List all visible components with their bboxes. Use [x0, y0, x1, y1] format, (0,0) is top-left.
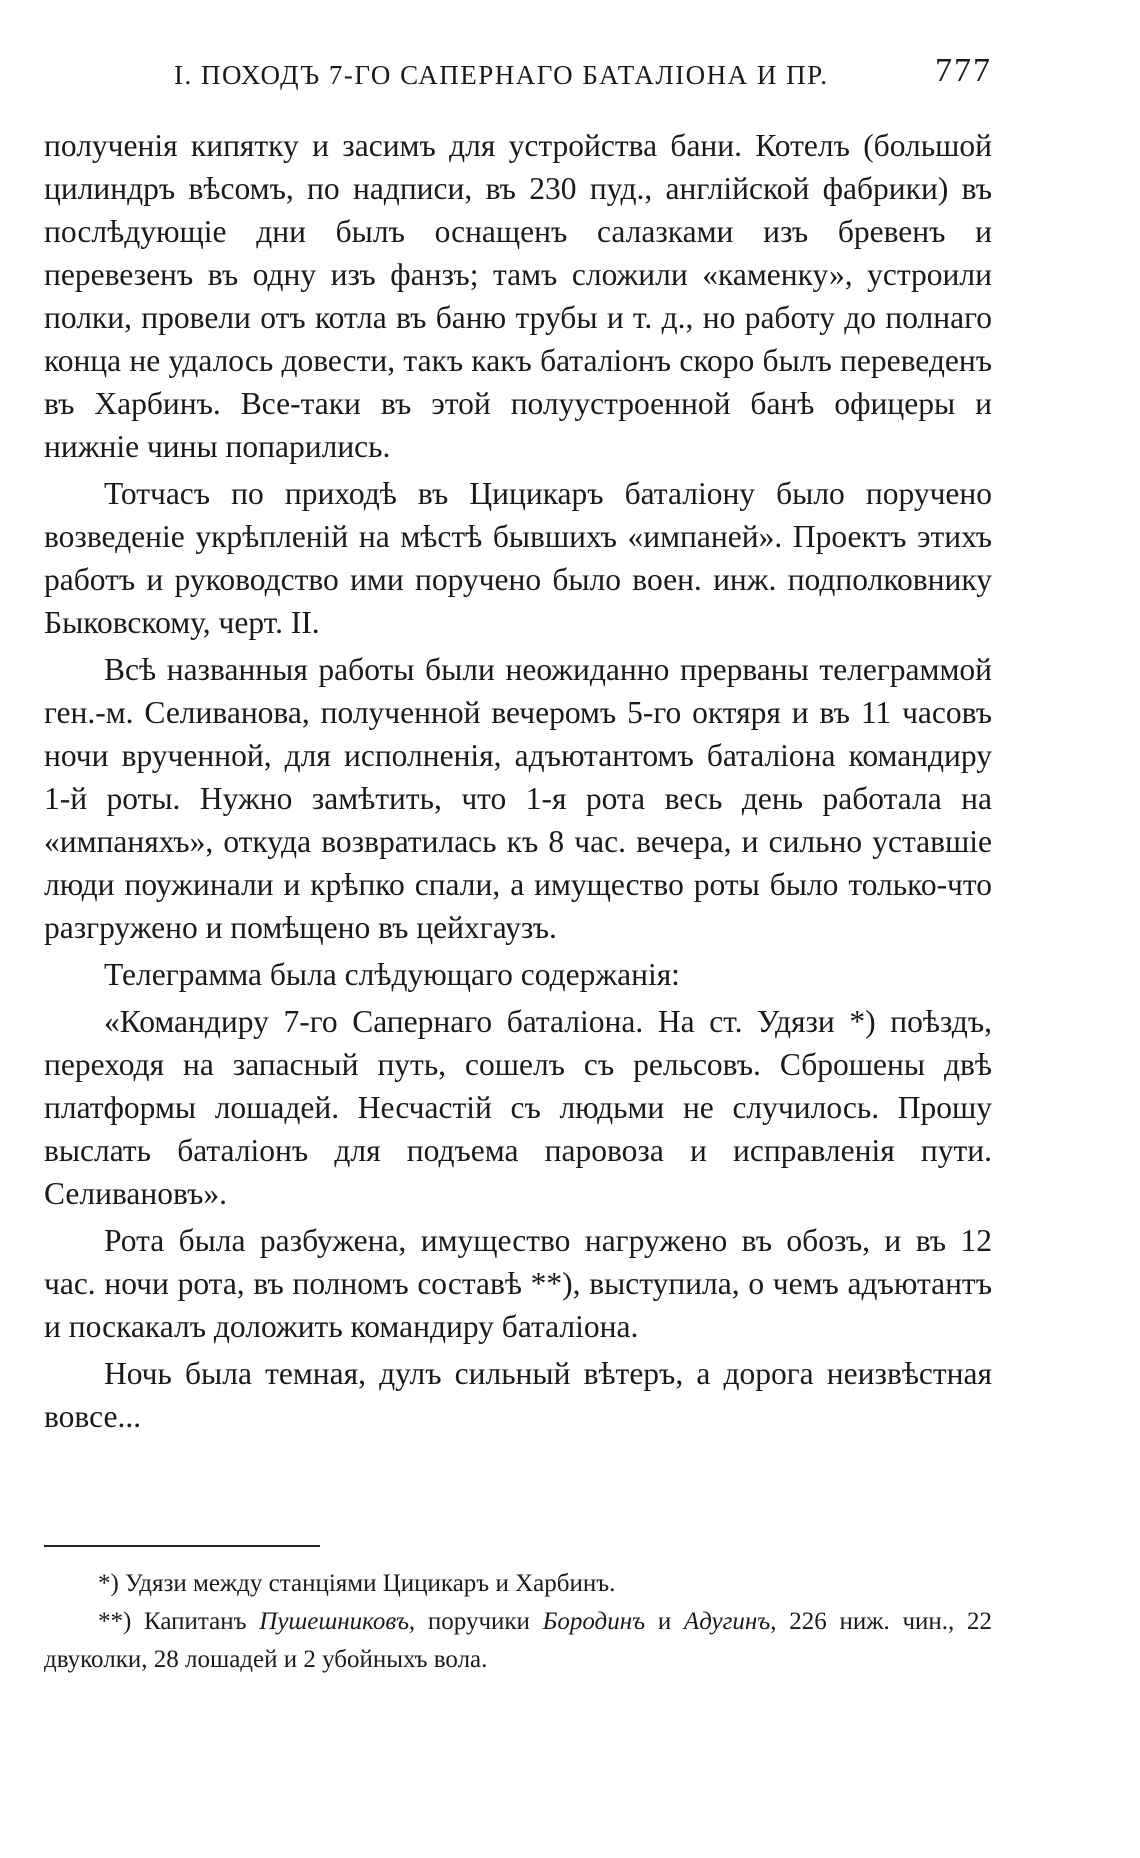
footnote-2 [44, 1603, 992, 1679]
running-title: I. ПОХОДЪ 7-ГО САПЕРНАГО БАТАЛІОНА И ПР. [174, 60, 829, 90]
footnote-2-sep-2: и [645, 1608, 684, 1635]
footnote-1: *) Удязи между станціями Цицикаръ и Харбинъ. [98, 1570, 616, 1597]
footnote-2-sep-1: , поручики [408, 1608, 543, 1635]
footnote-2-marker: **) Капитанъ [98, 1608, 260, 1635]
footnote-2-name-2: Бородинъ [542, 1608, 646, 1635]
paragraph: Ночь была темная, дулъ сильный вѣтеръ, а дорога неизвѣстная вовсе... [44, 1356, 992, 1434]
footnote-separator [44, 1545, 320, 1547]
main-text [44, 124, 992, 1438]
footnote-2-name-1: Пушешниковъ [259, 1608, 409, 1635]
paragraph: Тотчасъ по приходѣ въ Цицикаръ баталіону было поручено возведеніе укрѣпленій на мѣстѣ бывшихъ «импаней». Проектъ этихъ работъ и руководство ими поручено было воен. инж. подполковнику Быковскому, черт. II. [44, 476, 992, 640]
footnote-2-rest: , 226 ниж. чин., 22 двуколки, 28 лошадей и 2 убойныхъ вола. [44, 1608, 992, 1673]
page-number: 777 [935, 52, 992, 89]
paragraph: Рота была разбужена, имущество нагружено въ обозъ, и въ 12 час. ночи рота, въ полномъ составѣ **), выступила, о чемъ адъютантъ и поскакалъ доложить командиру баталіона. [44, 1223, 992, 1344]
telegram-quote: «Командиру 7-го Сапернаго баталіона. На ст. Удязи *) поѣздъ, переходя на запасный путь, сошелъ съ рельсовъ. Сброшены двѣ платформы лошадей. Несчастій съ людьми не случилось. Прошу выслать баталіонъ для подъема паровоза и исправленія пути. Селивановъ». [44, 1004, 992, 1211]
footnotes [44, 1565, 992, 1679]
page-header [44, 52, 992, 102]
footnote-2-name-3: Адугинъ [683, 1608, 771, 1635]
paragraph: Телеграмма была слѣдующаго содержанія: [104, 957, 680, 992]
paragraph: Всѣ названныя работы были неожиданно прерваны телеграммой ген.-м. Селиванова, полученной вечеромъ 5-го октяря и въ 11 часовъ ночи врученной, для исполненія, адъютантомъ баталіона командиру 1-й роты. Нужно замѣтить, что 1-я рота весь день работала на «импаняхъ», откуда возвратилась къ 8 час. вечера, и сильно уставшіе люди поужинали и крѣпко спали, а имущество роты было только-что разгружено и помѣщено въ цейхгаузъ. [44, 652, 992, 945]
paragraph-continuation: полученія кипятку и засимъ для устройства бани. Котелъ (большой цилиндръ вѣсомъ, по надписи, въ 230 пуд., англійской фабрики) въ послѣдующіе дни былъ оснащенъ салазками изъ бревенъ и перевезенъ въ одну изъ фанзъ; тамъ сложили «каменку», устроили полки, провели отъ котла въ баню трубы и т. д., но работу до полнаго конца не удалось довести, такъ какъ баталіонъ скоро былъ переведенъ въ Харбинъ. Все-таки въ этой полуустроенной банѣ офицеры и нижніе чины попарились. [44, 128, 992, 464]
